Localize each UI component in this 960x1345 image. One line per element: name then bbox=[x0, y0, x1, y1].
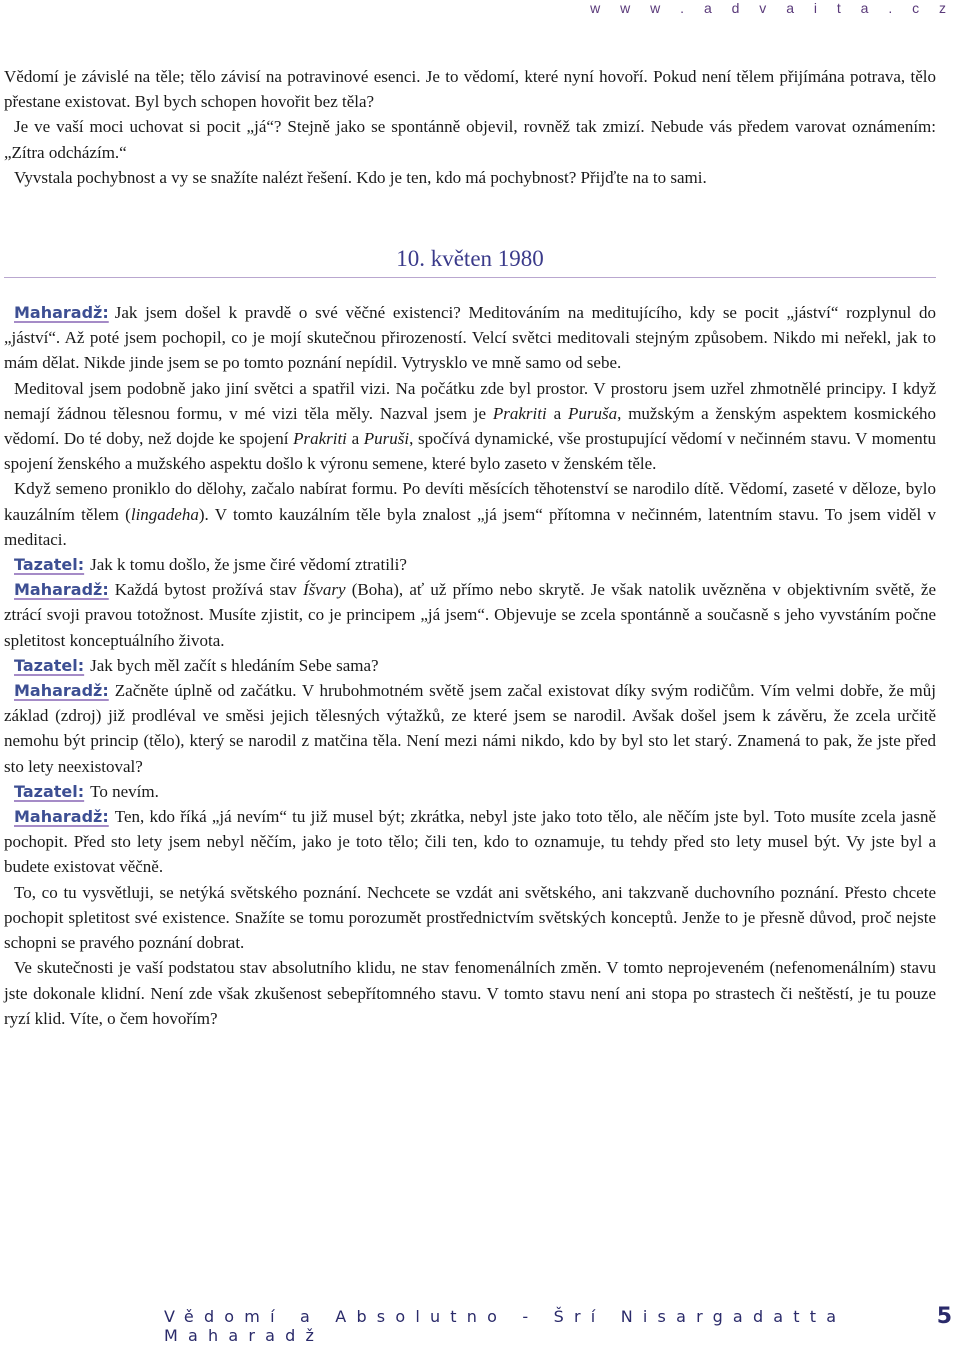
text-run: a bbox=[346, 429, 364, 449]
book-title: Vědomí a Absolutno - Šrí Nisargadatta Maharadž bbox=[164, 1307, 847, 1345]
question-text: Jak bych měl začít s hledáním Sebe sama? bbox=[90, 655, 379, 675]
page-content bbox=[4, 64, 936, 1031]
term-purusi: Puruši bbox=[363, 429, 410, 449]
questioner-question bbox=[4, 779, 936, 804]
speaker-label-maharaj: Maharadž: bbox=[14, 303, 109, 323]
answer-paragraph bbox=[4, 376, 936, 477]
text-run: (Boha), ať už přímo nebo skrytě. Je však natolik uvězněna v objektivním světě, že ztrácí svoji pravou totožnost. Musíte zjistit, co je principem „já jsem“. Objevuje se zcela spontánně a současně s jeho vyvstáním počne spletitost konceptuálního života. bbox=[4, 580, 936, 650]
term-purusa: Puruša bbox=[567, 403, 618, 423]
maharaj-answer bbox=[4, 577, 936, 653]
speaker-label-maharaj: Maharadž: bbox=[14, 681, 109, 701]
intro-paragraph: Vědomí je závislé na těle; tělo závisí na potravinové esenci. Je to vědomí, které nyní hovoří. Pokud není tělem přijímána potrava, tělo přestane existovat. Byl bych schopen hovořit bez těla? bbox=[4, 67, 936, 112]
speaker-label-questioner: Tazatel: bbox=[14, 655, 85, 675]
intro-paragraph: Vyvstala pochybnost a vy se snažíte nalézt řešení. Kdo je ten, kdo má pochybnost? Přijďte na to sami. bbox=[14, 167, 707, 187]
text-run: , mužským a ženským aspektem kosmického vědomí. Do té doby, než dojde ke spojení bbox=[4, 403, 937, 449]
text-run: a bbox=[546, 403, 568, 423]
answer-paragraph: To, co tu vysvětluji, se netýká světského poznání. Nechcete se vzdát ani světského, ani takzvaně duchovního poznání. Přesto chcete pochopit spletitost své existence. Snažíte se tomu porozumět prostřednictvím světských konceptů. Jenže to je přesně důvod, proč nejste schopni se pravého poznání dobrat. bbox=[4, 882, 936, 953]
maharaj-answer bbox=[4, 678, 936, 779]
speaker-label-questioner: Tazatel: bbox=[14, 781, 85, 801]
questioner-question bbox=[4, 552, 936, 577]
answer-paragraph: Ve skutečnosti je vaší podstatou stav absolutního klidu, ne stav fenomenálních změn. V tomto neprojeveném (nefenomenálním) stavu jste dokonale klidní. Není zde však zkušenost sebepřítomného stavu. V tomto stavu není ani stopa po strastech či neštěstí, je tu pouze ryzí klid. Víte, o čem hovořím? bbox=[4, 958, 936, 1028]
text-run: ). V tomto kauzálním těle byla znalost „já jsem“ přítomna v nečinném, latentním stavu. To jsem viděl v meditaci. bbox=[4, 504, 937, 549]
maharaj-answer bbox=[4, 804, 936, 880]
date-heading: 10. květen 1980 bbox=[4, 244, 936, 278]
speaker-label-questioner: Tazatel: bbox=[14, 555, 85, 575]
term-prakriti: Prakriti bbox=[492, 403, 547, 423]
questioner-question bbox=[4, 653, 936, 678]
text-run: Když semeno proniklo do dělohy, začalo nabírat formu. Po devíti měsících těhotenství se narodilo dítě. Vědomí, zaseté v děloze, bylo kauzálním tělem ( bbox=[4, 479, 936, 524]
maharaj-answer bbox=[4, 300, 936, 376]
page-footer bbox=[0, 1304, 960, 1345]
intro-paragraph: Je ve vaší moci uchovat si pocit „já“? Stejně jako se spontánně objevil, rovněž tak zmizí. Nebude vás předem varovat oznámením: „Zítra odcházím.“ bbox=[4, 117, 936, 162]
term-lingadeha: lingadeha bbox=[130, 504, 199, 524]
answer-text: Začněte úplně od začátku. V hrubohmotném světě jsem začal existovat díky svým rodičům. Vím velmi dobře, že můj základ (zdroj) již prodléval ve směsi jejich tělesných výtažků, ze které jsem se narodil. Avšak došel jsem k závěru, že zcela určitě nemohu být princip (tělo), který se narodil z matčina těla. Není mezi námi nikdo, kdo by byl sto let starý. Znamená to pak, že jste před sto lety neexistoval? bbox=[4, 681, 936, 776]
text-run: Meditoval jsem podobně jako jiní světci a spatřil vizi. Na počátku zde byl prostor. V prostoru jsem uzřel zhmotnělé principy. I když nemají žádnou tělesnou formu, v mé vizi těla měly. Nazval jsem je bbox=[4, 378, 936, 423]
speaker-label-maharaj: Maharadž: bbox=[14, 580, 109, 600]
site-url: w w w . a d v a i t a . c z bbox=[590, 0, 954, 16]
text-run: Každá bytost prožívá stav bbox=[114, 580, 303, 600]
question-text: Jak k tomu došlo, že jsme čiré vědomí ztratili? bbox=[90, 555, 407, 575]
answer-text: Jak jsem došel k pravdě o své věčné existenci? Meditováním na meditujícího, kdy se pocit „jáství“ rozplynul do „jáství“. Až poté jsem pochopil, co je mojí skutečnou přirozeností. Velcí světci meditovali stejným způsobem. Nikdo mi neřekl, jak to mám dělat. Nikde jinde jsem se po tomto poznání nepídil. Vytrysklo ve mně samo od sebe. bbox=[4, 303, 936, 373]
text-run: , spočívá dynamické, vše prostupující vědomí v nečinném stavu. V momentu spojení ženského a mužského aspektu došlo k výronu semene, které bylo zaseto v ženském těle. bbox=[4, 429, 936, 474]
answer-paragraph bbox=[4, 476, 936, 552]
question-text: To nevím. bbox=[90, 781, 159, 801]
term-prakriti: Prakriti bbox=[293, 429, 347, 449]
answer-text: Ten, kdo říká „já nevím“ tu již musel být; zkrátka, nebyl jste jako toto tělo, ale něčím jste byl. Toto musíte zcela jasně pochopit. Před sto lety jsem nebyl něčím, jako je toto tělo; čili ten, kdo to oznamuje, tu tehdy před sto lety musel být. Vy jste byl a budete existovat věčně. bbox=[4, 807, 936, 877]
page-number: 5 bbox=[936, 1304, 952, 1329]
speaker-label-maharaj: Maharadž: bbox=[14, 807, 109, 827]
term-isvary: Íšvary bbox=[303, 580, 346, 600]
